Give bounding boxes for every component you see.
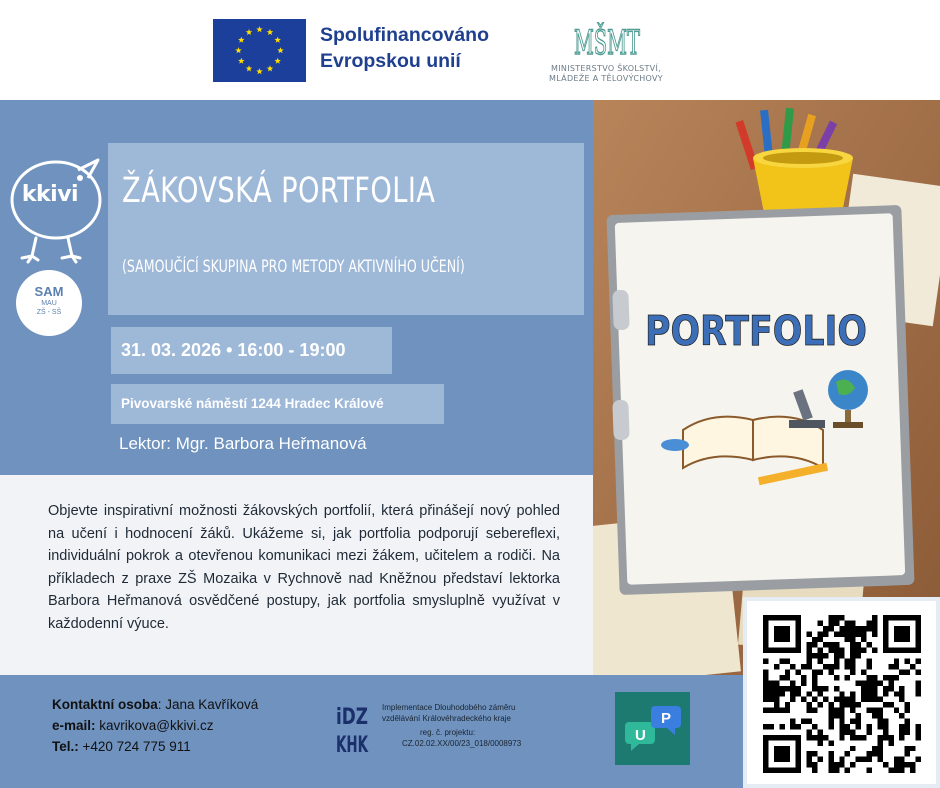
kkivi-logo-text: kkivi [21, 182, 79, 207]
eu-line-1: Spolufinancováno [320, 24, 490, 46]
svg-text:P: P [661, 710, 672, 727]
event-subtitle: (SAMOUČÍCÍ SKUPINA PRO METODY AKTIVNÍHO UČENÍ) [122, 257, 465, 277]
binder-illustration [606, 205, 914, 595]
eu-star-icon [277, 47, 283, 53]
idz-line-2: vzdělávání Královéhradeckého kraje [382, 713, 511, 723]
event-lecturer: Lektor: Mgr. Barbora Heřmanová [119, 434, 367, 453]
kkivi-bird-logo [6, 152, 106, 262]
eu-star-icon [238, 37, 244, 43]
sam-badge [16, 270, 82, 336]
contact-email-label: e-mail: [52, 718, 96, 733]
qr-code[interactable] [743, 597, 940, 788]
contact-phone-value[interactable]: +420 724 775 911 [78, 739, 191, 754]
msmt-line-2: MLÁDEŽE A TĚLOVÝCHOVY [549, 74, 663, 83]
idz-khk-logo [336, 700, 368, 757]
portfolio-photo [593, 100, 940, 675]
title-box [108, 143, 584, 315]
contact-person-row [52, 694, 258, 715]
eu-star-icon [246, 29, 252, 35]
idz-project-info [382, 703, 552, 749]
eu-star-icon [274, 58, 280, 64]
portfolio-label: PORTFOLIO [645, 307, 867, 355]
eu-star-icon [256, 68, 262, 74]
eu-flag-logo [213, 19, 306, 82]
contact-person-name: : Jana Kavříková [157, 697, 259, 712]
msmt-logo [572, 18, 690, 63]
eu-star-icon [238, 58, 244, 64]
msmt-monogram: MŠMT [574, 23, 690, 63]
msmt-caption [536, 64, 676, 84]
event-title: ŽÁKOVSKÁ PORTFOLIA [122, 171, 436, 211]
event-description: Objevte inspirativní možnosti žákovských portfolií, která přinášejí nový pohled na učení i hodnocení žáků. Ukážeme si, jak portfolia podporují sebereflexi, individuální pokrok a otevřenou komunikaci mezi žákem, učitelem a rodiči. Na příkladech z praxe ZŠ Mozaika v Rychnově nad Kněžnou představí lektorka Barbora Heřmanová osvědčené postupy, jak portfolia smysluplně využívat v každodenní výuce. [48, 503, 560, 632]
eu-star-icon [256, 26, 262, 32]
contact-phone-label: Tel.: [52, 739, 79, 754]
svg-text:U: U [635, 727, 646, 744]
event-datetime: 31. 03. 2026 • 16:00 - 19:00 [121, 340, 346, 360]
svg-text:iDZ: iDZ [336, 705, 368, 730]
up-logo [615, 692, 690, 765]
eu-star-icon [246, 65, 252, 71]
msmt-line-1: MINISTERSTVO ŠKOLSTVÍ, [551, 64, 661, 73]
sam-badge-line-1: MAU [41, 300, 57, 307]
sam-badge-title: SAM [34, 284, 64, 299]
contact-block [52, 694, 258, 757]
contact-email-value[interactable]: kavrikova@kkivi.cz [95, 718, 214, 733]
date-box [111, 327, 392, 374]
idz-line-3: reg. č. projektu: [420, 728, 476, 737]
idz-line-4: CZ.02.02.XX/00/23_018/0008973 [402, 738, 522, 748]
eu-cofinanced-text [320, 22, 489, 74]
contact-person-label: Kontaktní osoba [52, 697, 158, 712]
eu-star-icon [235, 47, 241, 53]
eu-star-icon [267, 65, 273, 71]
eu-star-icon [267, 29, 273, 35]
eu-line-2: Evropskou unií [320, 50, 461, 72]
contact-email-row [52, 715, 258, 736]
eu-star-icon [274, 37, 280, 43]
sam-badge-line-2: ZŠ - SŠ [36, 309, 62, 316]
svg-text:KHK: KHK [336, 733, 369, 758]
contact-phone-row [52, 736, 258, 757]
event-place: Pivovarské náměstí 1244 Hradec Králové [121, 396, 384, 411]
place-box [111, 384, 444, 424]
idz-line-1: Implementace Dlouhodobého záměru [382, 703, 516, 712]
